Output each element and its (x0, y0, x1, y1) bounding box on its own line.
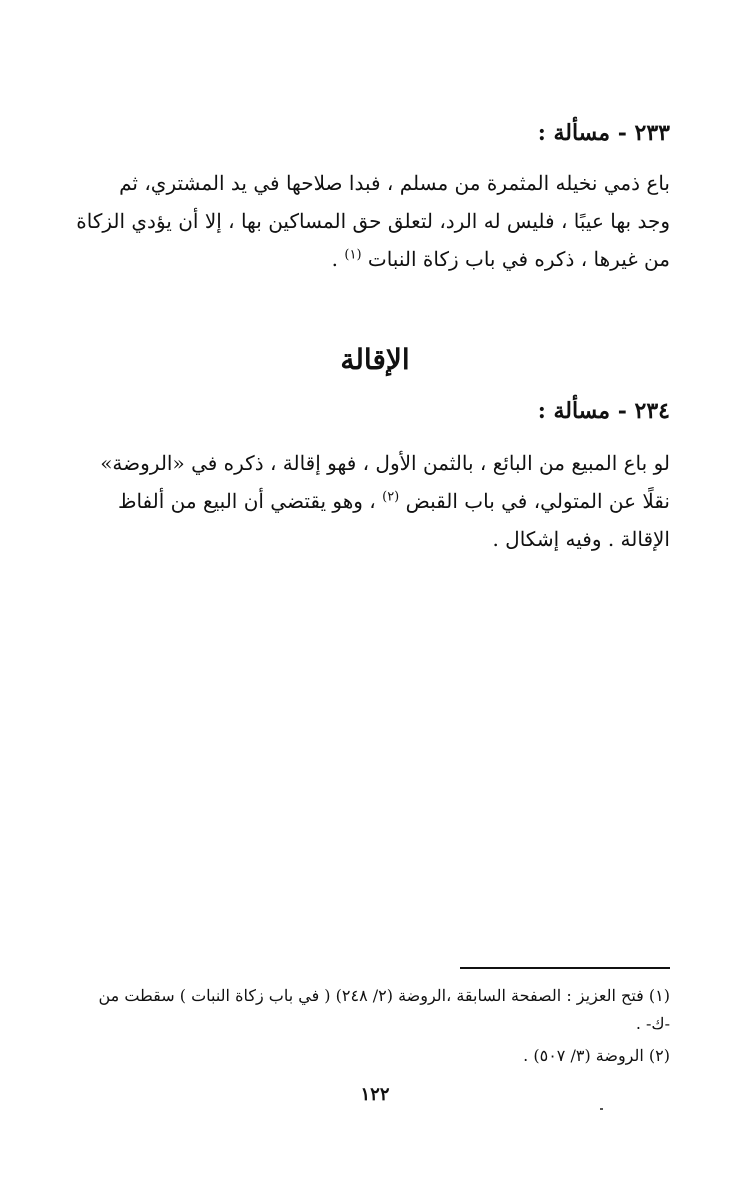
issue-233-line-1: باع ذمي نخيله المثمرة من مسلم ، فبدا صلاحها في يد المشتري، ثم (119, 171, 670, 195)
issue-234-line-2-tail: ، وهو يقتضي أن البيع من ألفاظ (117, 489, 376, 513)
issue-234-line-1: لو باع المبيع من البائع ، بالثمن الأول ، فهو إقالة ، ذكره في «الروضة» (100, 451, 670, 475)
page-number: ١٢٢ (360, 1084, 390, 1105)
issue-233-body (74, 164, 670, 278)
section-title: الإقالة (340, 343, 410, 376)
footnotes (70, 982, 670, 1070)
issue-233-heading: ٢٣٣ - مسألة : (537, 120, 670, 146)
footnote-1: (١) فتح العزيز : الصفحة السابقة ،الروضة (٢/ ٢٤٨) ( في باب زكاة النبات ) سقطت من (98, 986, 670, 1005)
issue-234-line-3: الإقالة . وفيه إشكال . (492, 527, 670, 551)
footnote-divider (460, 967, 670, 969)
issue-234-line-2 (74, 482, 670, 520)
footnote-ref-1: (١) (344, 247, 362, 263)
scan-speck (600, 1108, 603, 1110)
footnote-ref-2: (٢) (382, 489, 400, 505)
issue-234-line-2-text: نقلًا عن المتولي، في باب القبض (405, 489, 670, 513)
issue-234-body (74, 444, 670, 558)
end-mark: . (331, 247, 339, 271)
issue-233-line-3 (74, 240, 670, 278)
issue-234-heading: ٢٣٤ - مسألة : (537, 398, 670, 424)
issue-233-line-2: وجد بها عيبًا ، فليس له الرد، لتعلق حق المساكين بها ، إلا أن يؤدي الزكاة (76, 209, 670, 233)
footnote-1-continuation: -ك- . (635, 1014, 670, 1033)
issue-233-line-3-text: من غيرها ، ذكره في باب زكاة النبات (367, 247, 670, 271)
footnote-2: (٢) الروضة (٣/ ٥٠٧) . (523, 1046, 670, 1065)
